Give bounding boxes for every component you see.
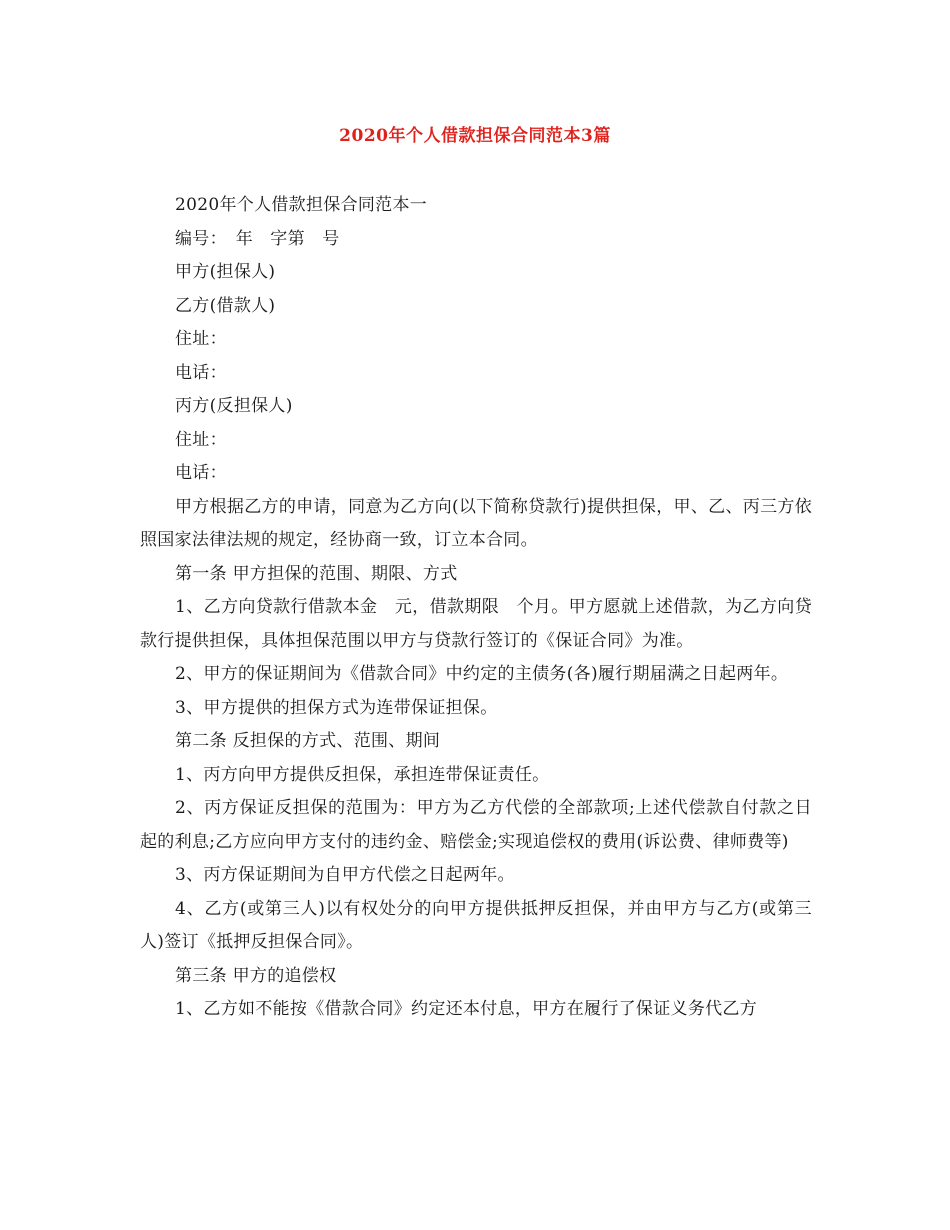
clause: 1、乙方向贷款行借款本金 元，借款期限 个月。甲方愿就上述借款，为乙方向贷款行提供担保，具体担保范围以甲方与贷款行签订的《保证合同》为准。 (140, 597, 812, 651)
party-a: 甲方(担保人) (175, 262, 276, 282)
document-title: 2020年个人借款担保合同范本3篇 (339, 126, 611, 146)
article-heading: 第一条 甲方担保的范围、期限、方式 (175, 563, 458, 584)
document-body (140, 189, 812, 1027)
clause: 3、甲方提供的担保方式为连带保证担保。 (175, 697, 498, 718)
article-heading: 第二条 反担保的方式、范围、期间 (175, 731, 441, 751)
party-b-phone: 电话： (175, 362, 227, 383)
contract-number: 编号： 年 字第 号 (175, 228, 340, 249)
party-b-address: 住址： (175, 329, 227, 349)
clause: 2、甲方的保证期间为《借款合同》中约定的主债务(各)履行期届满之日起两年。 (175, 664, 789, 684)
article-heading: 第三条 甲方的追偿权 (175, 965, 337, 986)
clause: 2、丙方保证反担保的范围为：甲方为乙方代偿的全部款项;上述代偿款自付款之日起的利息;乙方应向甲方支付的违约金、赔偿金;实现追偿权的费用(诉讼费、律师费等) (140, 798, 812, 852)
party-c-phone: 电话： (175, 463, 227, 483)
clause: 4、乙方(或第三人)以有权处分的向甲方提供抵押反担保，并由甲方与乙方(或第三人)签订《抵押反担保合同》。 (140, 898, 812, 952)
preamble: 甲方根据乙方的申请，同意为乙方向(以下简称贷款行)提供担保，甲、乙、丙三方依照国家法律法规的规定，经协商一致，订立本合同。 (140, 496, 812, 550)
party-b: 乙方(借款人) (175, 295, 276, 316)
party-c-address: 住址： (175, 429, 227, 450)
clause: 1、乙方如不能按《借款合同》约定还本付息，甲方在履行了保证义务代乙方 (175, 999, 758, 1019)
clause: 3、丙方保证期间为自甲方代偿之日起两年。 (175, 865, 515, 885)
section-heading: 2020年个人借款担保合同范本一 (175, 195, 428, 215)
party-c: 丙方(反担保人) (175, 396, 293, 416)
clause: 1、丙方向甲方提供反担保，承担连带保证责任。 (175, 764, 550, 785)
